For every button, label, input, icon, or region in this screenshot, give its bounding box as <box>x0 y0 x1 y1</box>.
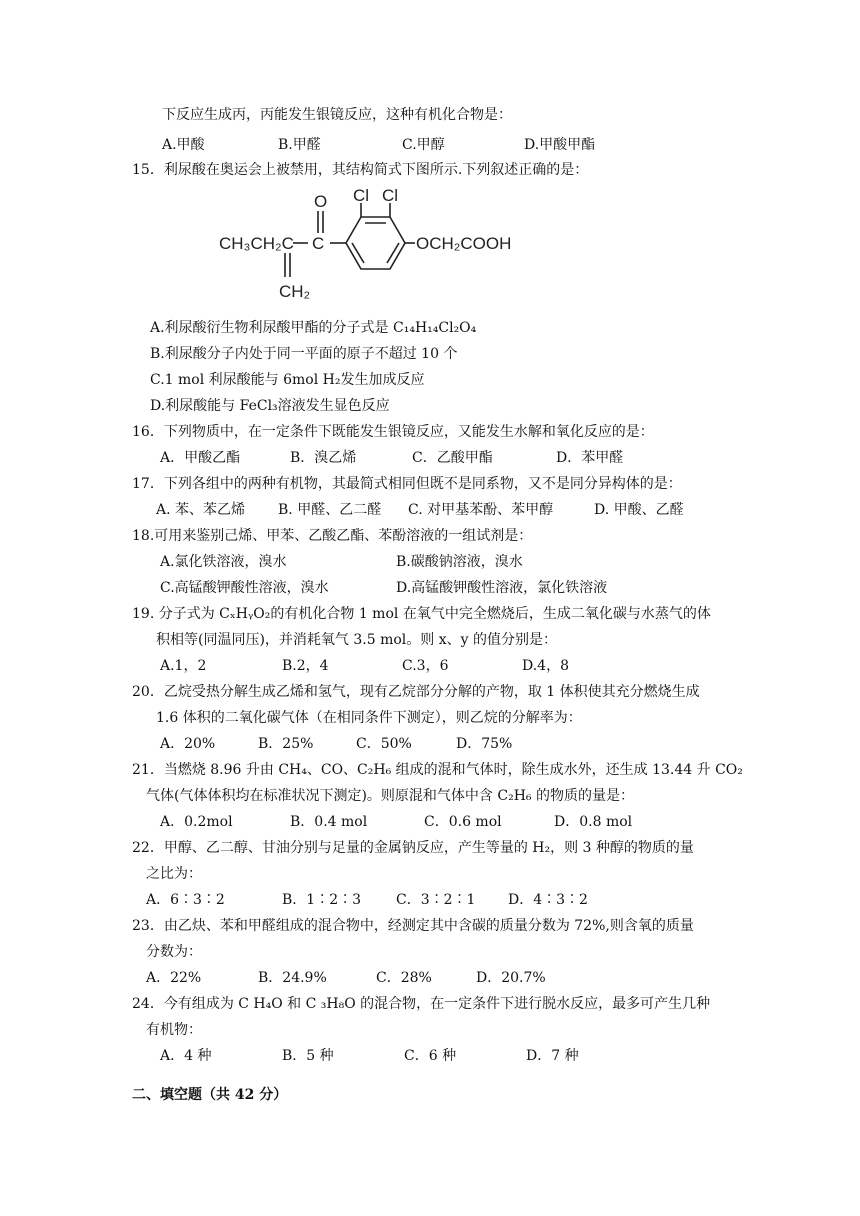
q21-option-a: A．0.2mol <box>160 814 233 830</box>
q17-option-a: A. 苯、苯乙烯 <box>156 502 246 518</box>
q19-option-d: D.4，8 <box>522 658 569 674</box>
q14-option-c: C.甲醇 <box>402 137 445 153</box>
diuretic-acid-structure <box>215 185 535 315</box>
q21-option-c: C．0.6 mol <box>424 814 502 830</box>
structure-right-group: OCH₂COOH <box>416 234 512 253</box>
q20-option-d: D．75% <box>456 736 513 752</box>
q15-option-b: B.利尿酸分子内处于同一平面的原子不超过 10 个 <box>150 346 458 362</box>
q24-stem-line1: 24．今有组成为 C H₄O 和 C ₃H₈O 的混合物，在一定条件下进行脱水反应，最多可产生几种 <box>132 996 711 1012</box>
q16-option-c: C．乙酸甲酯 <box>412 450 493 466</box>
structure-carbonyl-c: C <box>312 234 325 253</box>
q23-option-b: B．24.9% <box>258 970 327 986</box>
q18-option-b: B.碳酸钠溶液，溴水 <box>396 554 523 570</box>
q19-stem-line1: 19. 分子式为 CₓHᵧO₂的有机化合物 1 mol 在氧气中完全燃烧后，生成二氧化碳与水蒸气的体 <box>132 606 711 622</box>
q16-stem: 16．下列物质中，在一定条件下既能发生银镜反应，又能发生水解和氧化反应的是： <box>132 424 654 440</box>
section-2-heading: 二、填空题（共 42 分） <box>132 1087 288 1103</box>
structure-cl-2: Cl <box>382 186 399 205</box>
structure-carbonyl-o: O <box>314 192 328 211</box>
q23-stem-line2: 分数为： <box>146 944 202 960</box>
q21-stem-line1: 21．当燃烧 8.96 升由 CH₄、CO、C₂H₆ 组成的混和气体时，除生成水外，还生成 13.44 升 CO₂ <box>132 762 743 778</box>
q21-option-b: B．0.4 mol <box>290 814 368 830</box>
q22-option-c: C．3∶2∶1 <box>396 892 476 908</box>
q19-option-c: C.3，6 <box>402 658 449 674</box>
q18-option-c: C.高锰酸钾酸性溶液，溴水 <box>160 580 329 596</box>
q22-stem-line2: 之比为： <box>146 866 202 882</box>
structure-cl-1: Cl <box>353 186 370 205</box>
q19-option-b: B.2，4 <box>282 658 329 674</box>
q23-stem-line1: 23．由乙炔、苯和甲醛组成的混合物中，经测定其中含碳的质量分数为 72%,则含氧的质量 <box>132 918 694 934</box>
q15-option-a: A.利尿酸衍生物利尿酸甲酯的分子式是 C₁₄H₁₄Cl₂O₄ <box>150 320 477 336</box>
q14-option-d: D.甲酸甲酯 <box>524 137 596 153</box>
q22-stem-line1: 22．甲醇、乙二醇、甘油分别与足量的金属钠反应，产生等量的 H₂，则 3 种醇的物质的量 <box>132 840 694 856</box>
q20-stem-line1: 20．乙烷受热分解生成乙烯和氢气，现有乙烷部分分解的产物，取 1 体积使其充分燃烧生成 <box>132 684 700 700</box>
q17-option-d: D. 甲酸、乙醛 <box>594 502 684 518</box>
structure-ch2: CH₂ <box>279 282 311 301</box>
q14-stem-continued: 下反应生成丙，丙能发生银镜反应，这种有机化合物是： <box>162 107 512 123</box>
q24-option-b: B．5 种 <box>282 1048 334 1064</box>
q14-option-b: B.甲醛 <box>278 137 321 153</box>
q23-option-d: D．20.7% <box>476 970 546 986</box>
q19-option-a: A.1，2 <box>160 658 207 674</box>
q17-option-b: B. 甲醛、乙二醛 <box>278 502 382 518</box>
q19-stem-line2: 积相等(同温同压)，并消耗氧气 3.5 mol。则 x、y 的值分别是： <box>156 632 557 648</box>
q20-stem-line2: 1.6 体积的二氧化碳气体（在相同条件下测定），则乙烷的分解率为： <box>156 710 582 726</box>
q15-option-d: D.利尿酸能与 FeCl₃溶液发生显色反应 <box>150 398 390 414</box>
q23-option-c: C．28% <box>376 970 432 986</box>
q23-option-a: A．22% <box>146 970 202 986</box>
q14-option-a: A.甲酸 <box>162 137 205 153</box>
structure-left-group: CH₃CH₂C <box>219 234 294 253</box>
q20-option-b: B．25% <box>258 736 314 752</box>
q21-option-d: D．0.8 mol <box>554 814 633 830</box>
q15-stem: 15．利尿酸在奥运会上被禁用，其结构简式下图所示.下列叙述正确的是： <box>132 162 589 178</box>
q16-option-a: A．甲酸乙酯 <box>160 450 241 466</box>
q15-option-c: C.1 mol 利尿酸能与 6mol H₂发生加成反应 <box>150 372 425 388</box>
q17-option-c: C. 对甲基苯酚、苯甲醇 <box>408 502 554 518</box>
q22-option-d: D．4∶3∶2 <box>508 892 588 908</box>
q16-option-d: D．苯甲醛 <box>556 450 624 466</box>
q21-stem-line2: 气体(气体体积均在标准状况下测定)。则原混和气体中含 C₂H₆ 的物质的量是： <box>146 788 634 804</box>
q17-stem: 17．下列各组中的两种有机物，其最简式相同但既不是同系物，又不是同分异构体的是： <box>132 476 682 492</box>
q22-option-a: A．6∶3∶2 <box>146 892 225 908</box>
q24-stem-line2: 有机物： <box>146 1022 202 1038</box>
q22-option-b: B．1∶2∶3 <box>282 892 362 908</box>
q18-option-d: D.高锰酸钾酸性溶液，氯化铁溶液 <box>396 580 608 596</box>
q24-option-c: C．6 种 <box>404 1048 457 1064</box>
q18-option-a: A.氯化铁溶液，溴水 <box>160 554 287 570</box>
q16-option-b: B．溴乙烯 <box>290 450 357 466</box>
q20-option-c: C．50% <box>356 736 412 752</box>
q24-option-d: D．7 种 <box>526 1048 579 1064</box>
q20-option-a: A．20% <box>160 736 216 752</box>
q24-option-a: A．4 种 <box>160 1048 212 1064</box>
q18-stem: 18.可用来鉴别己烯、甲苯、乙酸乙酯、苯酚溶液的一组试剂是： <box>132 528 533 544</box>
